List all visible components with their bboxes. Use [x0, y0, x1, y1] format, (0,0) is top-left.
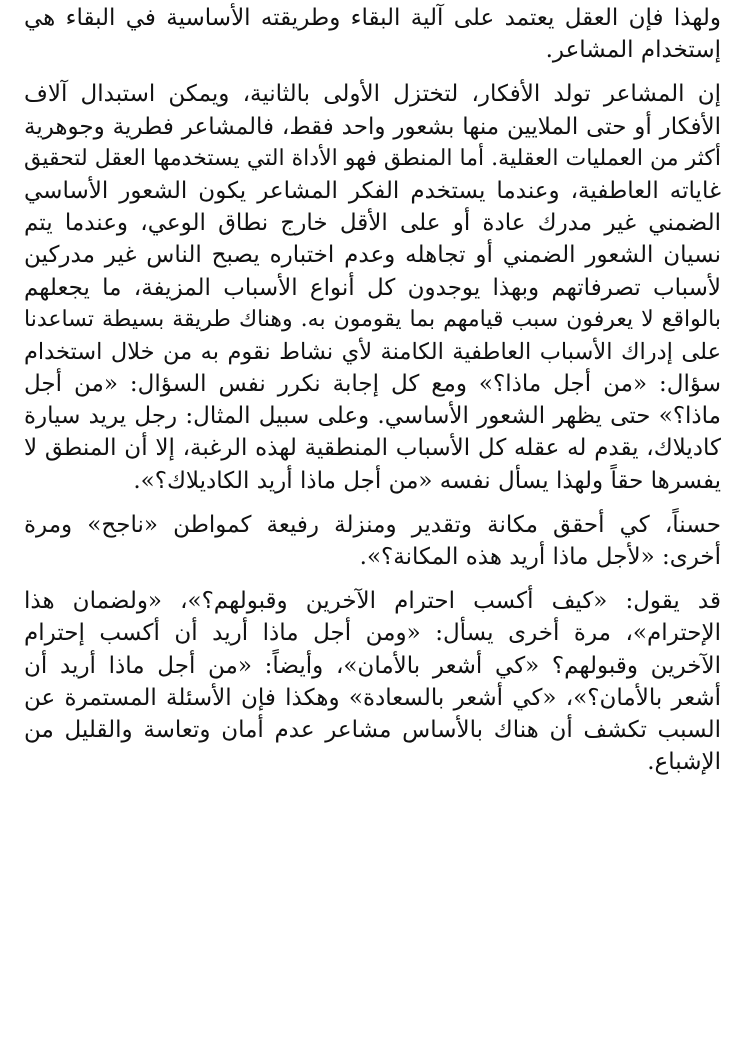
text-line: ولهذا فإن العقل يعتمد على آلية البقاء وطريقته الأساسية في البقاء هي — [24, 5, 721, 31]
text-line: إستخدام المشاعر. — [545, 37, 721, 64]
text-line: لأسباب تصرفاتهم وبهذا يوجدون كل أنواع الأسباب المزيفة، ما يجعلهم — [24, 274, 721, 301]
text-line: سؤال: «من أجل ماذا؟» ومع كل إجابة نكرر نفس السؤال: «من أجل — [24, 371, 721, 398]
text-line: السبب تكشف أن هناك بالأساس مشاعر عدم أمان وتعاسة والقليل من — [24, 716, 721, 743]
text-line: قد يقول: «كيف أكسب احترام الآخرين وقبولهم؟»، «ولضمان هذا — [24, 588, 721, 615]
paragraph-1 — [24, 0, 721, 66]
text-line: على إدراك الأسباب العاطفية الكامنة لأي نشاط نقوم به من خلال استخدام — [24, 338, 721, 365]
text-line: إن المشاعر تولد الأفكار، لتختزل الأولى بالثانية، ويمكن استبدال آلاف — [24, 81, 721, 108]
paragraph-2 — [24, 78, 721, 496]
text-line: أكثر من العمليات العقلية. أما المنطق فهو الأداة التي يستخدمها العقل لتحقيق — [24, 145, 721, 171]
text-line: غاياته العاطفية، وعندما يستخدم الفكر المشاعر يكون الشعور الأساسي — [24, 177, 721, 204]
paragraph-4 — [24, 585, 721, 778]
text-line: نسيان الشعور الضمني أو تجاهله وعدم اختباره يصبح الناس غير مدركين — [24, 242, 721, 269]
paragraph-3 — [24, 509, 721, 573]
text-line: أخرى: «لأجل ماذا أريد هذه المكانة؟». — [359, 544, 721, 570]
text-line: كاديلاك، يقدم له عقله كل الأسباب المنطقية لهذه الرغبة، إلا أن المنطق لا — [24, 435, 721, 462]
text-line: الضمني غير مدرك عادة أو على الأقل خارج نطاق الوعي، وعندما يتم — [24, 210, 721, 237]
text-line: بالواقع لا يعرفون سبب قيامهم بما يقومون به. وهناك طريقة بسيطة تساعدنا — [24, 306, 721, 332]
text-line: الإشباع. — [647, 749, 721, 776]
text-line: حسناً، كي أحقق مكانة وتقدير ومنزلة رفيعة كمواطن «ناجح» ومرة — [24, 511, 721, 538]
text-line: الآخرين وقبولهم؟ «كي أشعر بالأمان»، وأيضاً: «من أجل ماذا أريد أن — [24, 652, 721, 679]
text-line: أشعر بالأمان؟»، «كي أشعر بالسعادة» وهكذا فإن الأسئلة المستمرة عن — [24, 684, 721, 711]
text-line: ماذا؟» حتى يظهر الشعور الأساسي. وعلى سبيل المثال: رجل يريد سيارة — [24, 403, 721, 430]
text-line: يفسرها حقاً ولهذا يسأل نفسه «من أجل ماذا أريد الكاديلاك؟». — [133, 467, 721, 494]
text-line: الأفكار أو حتى الملايين منها بشعور واحد فقط، فالمشاعر فطرية وجوهرية — [24, 113, 721, 140]
text-line: الإحترام»، مرة أخرى يسأل: «ومن أجل ماذا أريد أن أكسب إحترام — [24, 620, 721, 647]
